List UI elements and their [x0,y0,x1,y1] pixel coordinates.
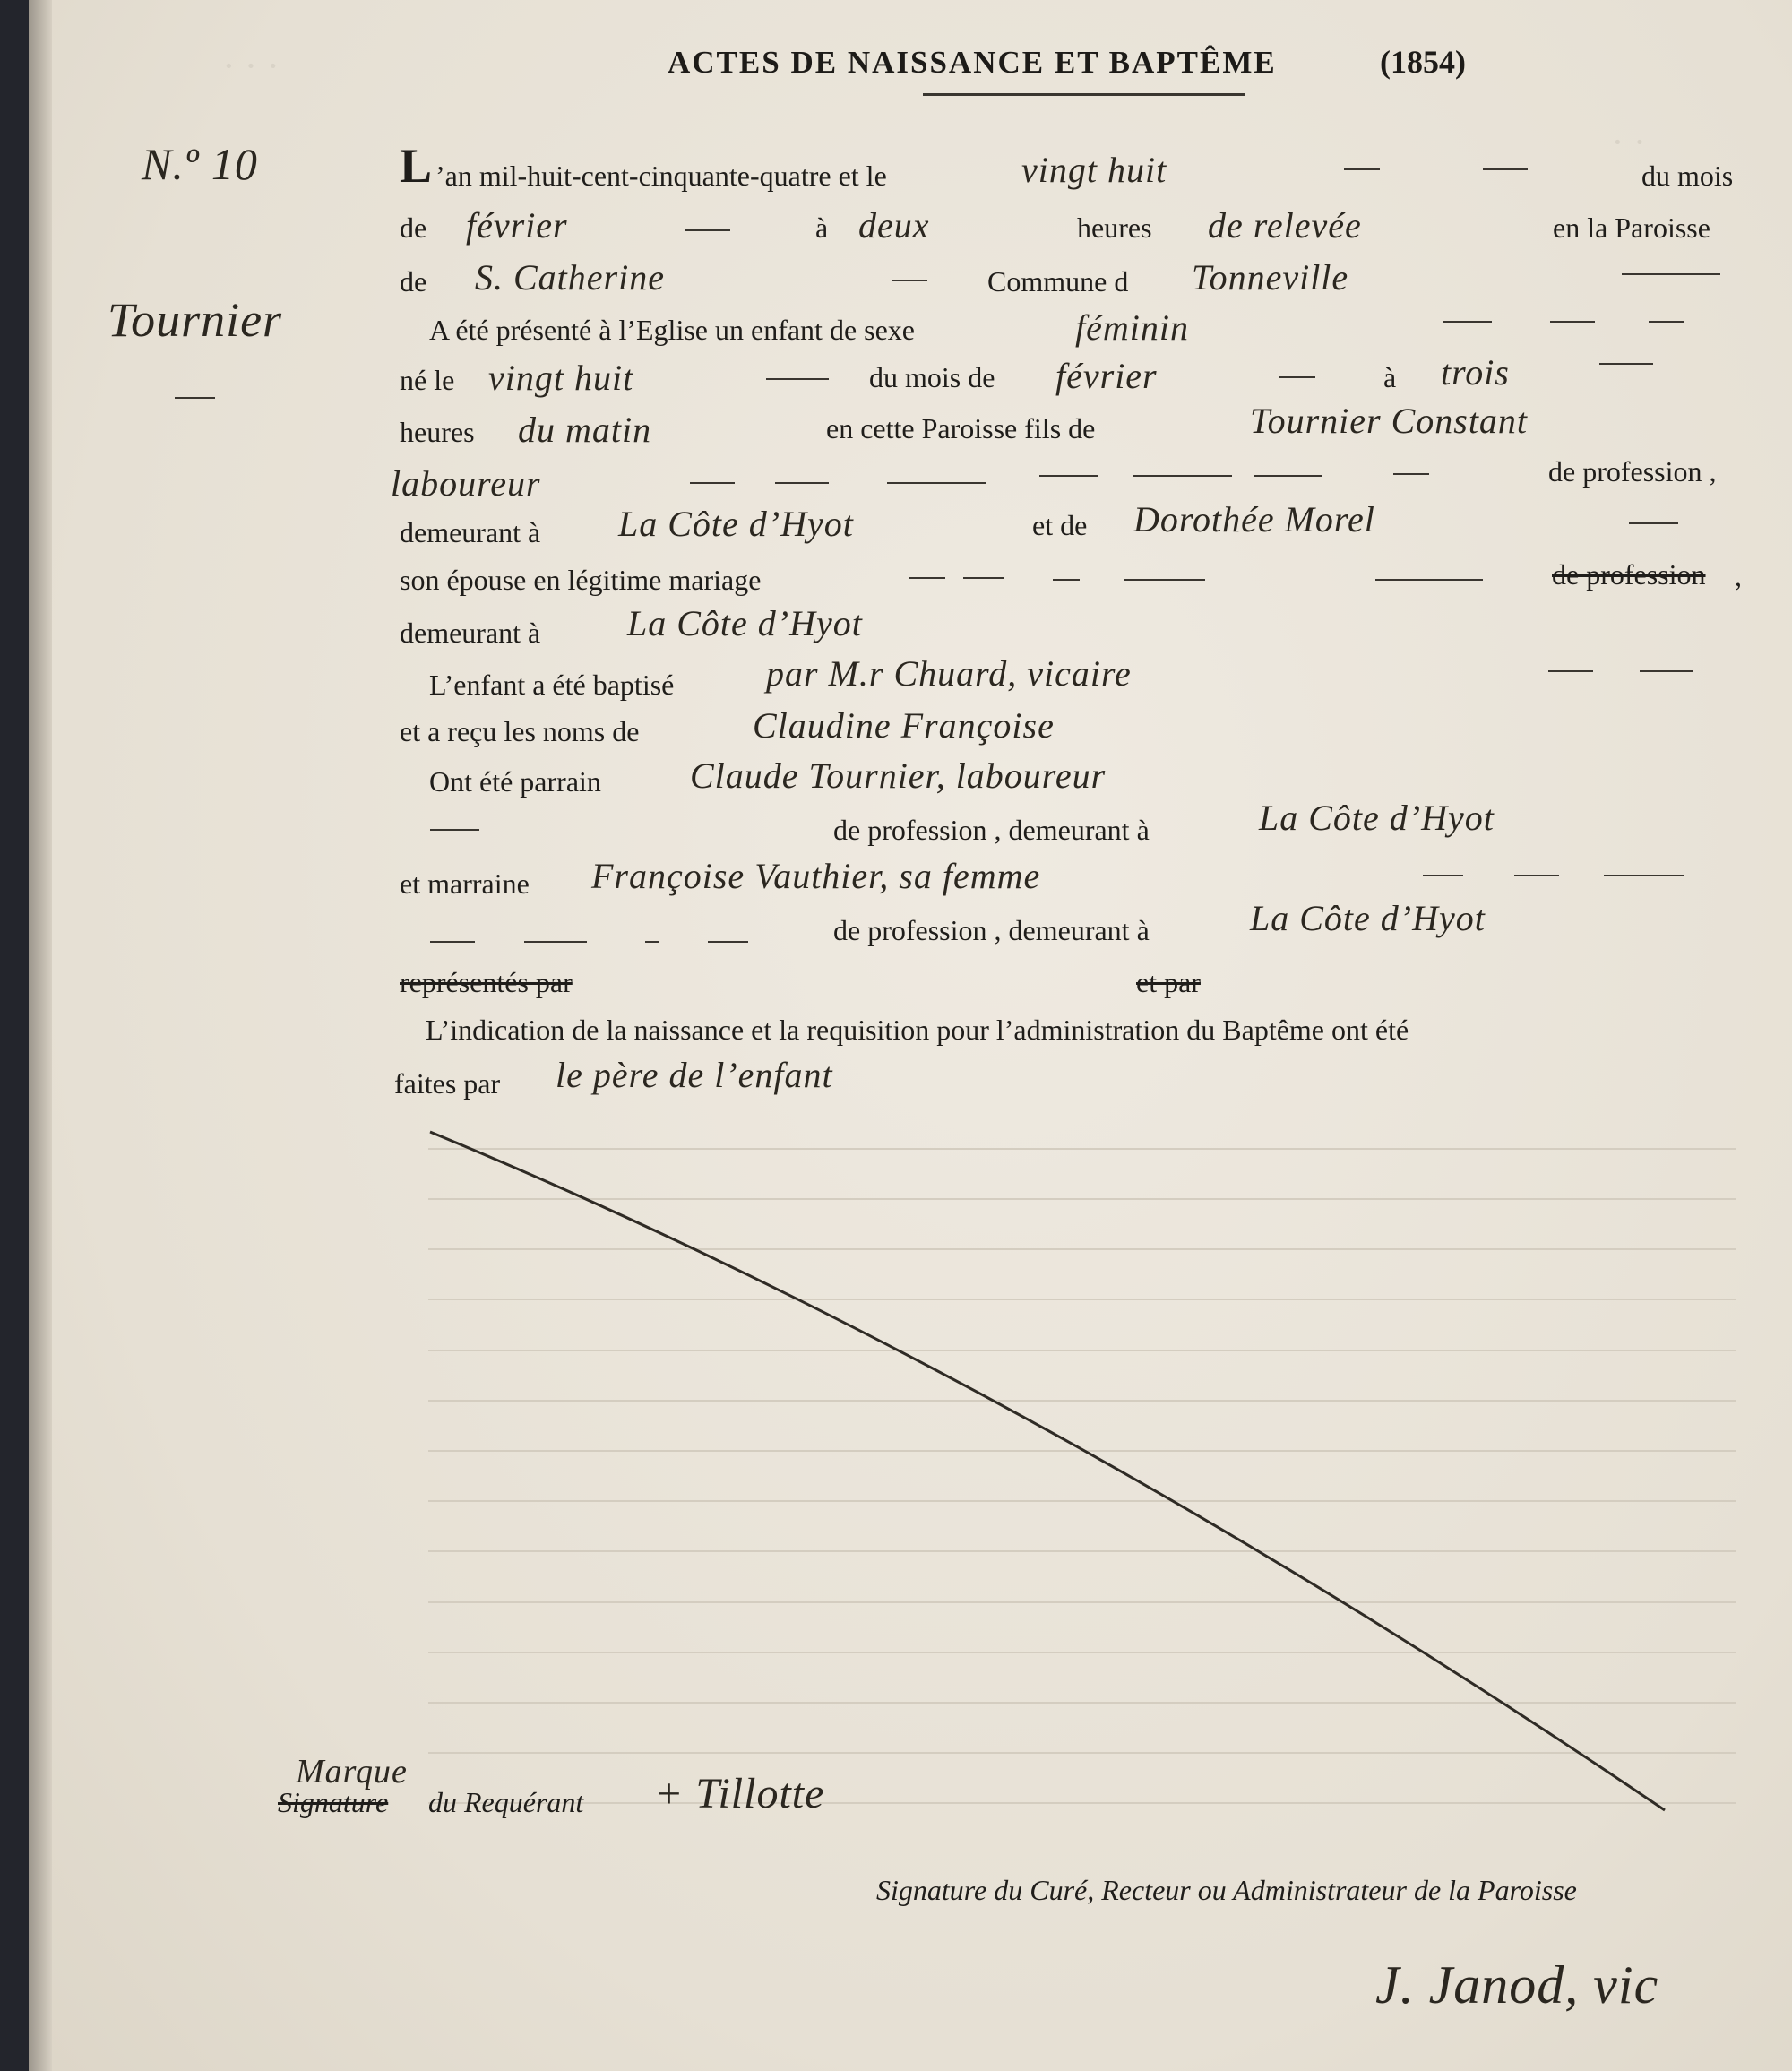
page-title: ACTES DE NAISSANCE ET BAPTÊME [668,45,1277,80]
handwritten-birth-hour: trois [1441,352,1510,393]
requerant-label: du Requérant [421,1786,584,1818]
form-text: en la Paroisse [1553,211,1710,244]
handwritten-month: février [466,205,568,246]
form-text: de [400,211,427,244]
form-text: faites par [394,1067,501,1100]
handwritten-mother: Dorothée Morel [1133,499,1375,539]
requerant-signature: + Tillotte [654,1770,825,1817]
form-text: à [815,211,829,244]
handwritten-godfather: Claude Tournier, laboureur [690,755,1107,796]
handwritten-sex: féminin [1075,307,1189,348]
bleed-through-mark: · · [1613,125,1648,158]
struck-signature-label: Signature [278,1786,389,1818]
form-text: Ont été parrain [429,765,601,798]
handwritten-commune: Tonneville [1192,257,1349,298]
handwritten-godfather-residence: La Côte d’Hyot [1259,798,1495,838]
bleed-through-mark: · · · [224,49,281,82]
handwritten-hour: deux [858,205,930,246]
handwritten-time: de relevée [1208,205,1362,246]
form-text: A été présenté à l’Eglise un enfant de sexe [429,314,915,346]
form-text: demeurant à [400,617,541,649]
struck-form-text: représentés par [400,966,573,998]
form-text: et de [1032,509,1088,541]
handwritten-given-names: Claudine Françoise [753,705,1055,746]
form-text: de [400,265,427,298]
form-text: heures [400,416,475,448]
handwritten-father: Tournier Constant [1250,401,1529,441]
form-text: de profession , demeurant à [833,814,1150,846]
form-text: Commune d [987,265,1129,298]
form-text: demeurant à [400,516,541,548]
form-text: du mois [1641,160,1734,192]
form-text: né le [400,364,455,396]
form-text: de profession , [1548,455,1717,488]
form-text: heures [1077,211,1152,244]
struck-form-text: de profession [1552,558,1706,591]
form-text: de profession , demeurant à [833,914,1150,946]
handwritten-father-profession: laboureur [391,463,541,504]
handwritten-residence: La Côte d’Hyot [627,603,863,643]
register-year: (1854) [1380,44,1466,80]
form-text: , [1735,560,1742,592]
form-text: et marraine [400,867,530,900]
form-text: du mois de [869,361,995,393]
initial-letter: L [400,139,433,193]
handwritten-birth-day: vingt huit [488,358,634,398]
form-text: son épouse en légitime mariage [400,564,762,596]
handwritten-godmother-residence: La Côte d’Hyot [1250,898,1486,938]
act-number: N.º 10 [142,139,258,189]
handwritten-marque: Marque [296,1753,408,1791]
form-text: en cette Paroisse fils de [826,412,1096,444]
handwritten-godmother: Françoise Vauthier, sa femme [591,856,1041,896]
handwritten-day: vingt huit [1021,150,1167,190]
handwritten-residence: La Côte d’Hyot [618,504,854,544]
handwritten-requester: le père de l’enfant [556,1055,833,1095]
form-text: à [1383,361,1397,393]
form-text: et a reçu les noms de [400,715,640,747]
handwritten-celebrant: par M.r Chuard, vicaire [766,653,1132,694]
margin-surname: Tournier [108,293,283,347]
form-text: L’indication de la naissance et la requisition pour l’administration du Baptême ont été [426,1014,1409,1046]
form-text: L’enfant a été baptisé [429,669,675,701]
handwritten-birth-time: du matin [518,410,652,450]
cure-signature-label: Signature du Curé, Recteur ou Administrateur de la Paroisse [876,1874,1577,1906]
struck-form-text: et par [1136,966,1201,998]
cure-signature: J. Janod, vic [1375,1955,1659,2015]
form-text: ’an mil-huit-cent-cinquante-quatre et le [435,160,887,192]
handwritten-birth-month: février [1055,356,1158,396]
handwritten-parish: S. Catherine [475,257,665,298]
